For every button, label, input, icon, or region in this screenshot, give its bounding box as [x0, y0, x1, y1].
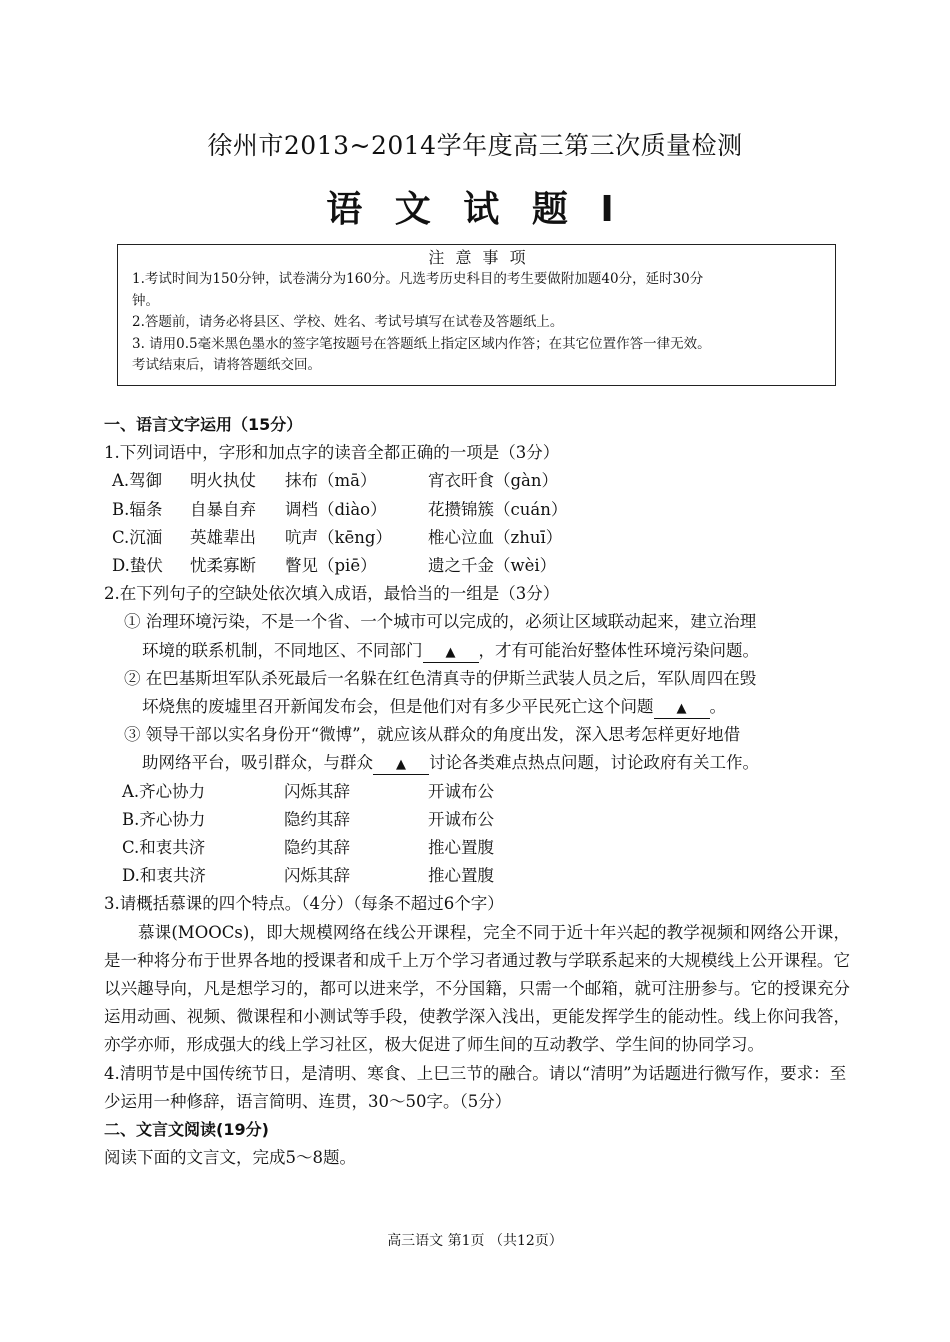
sentence-line — [104, 693, 850, 721]
page-title: 徐州市2013~2014学年度高三第三次质量检测 — [207, 131, 743, 160]
option-word: D.蛰伏 — [112, 556, 163, 576]
option-word: 忧柔寡断 — [190, 556, 256, 576]
notice-box — [117, 244, 836, 386]
choice-word: 隐约其辞 — [284, 838, 350, 858]
option-word: 吭声（kēng） — [285, 527, 392, 547]
answer-blank: ▲ — [373, 756, 429, 775]
notice-line: 2.答题前，请务必将县区、学校、姓名、考试号填写在试卷及答题纸上。 — [132, 314, 564, 330]
option-word: 抹布（mā） — [285, 471, 377, 491]
option-row — [104, 467, 850, 495]
sentence-text: 讨论各类难点热点问题，讨论政府有关工作。 — [429, 753, 759, 773]
choice-word: 闪烁其辞 — [284, 866, 350, 886]
exam-content — [104, 411, 850, 1172]
sentence-text: 坏烧焦的废墟里召开新闻发布会，但是他们对有多少平民死亡这个问题 — [142, 697, 654, 717]
option-row — [104, 524, 850, 552]
notice-line: 3. 请用0.5毫米黑色墨水的签字笔按题号在答题纸上指定区域内作答；在其它位置作答一律无效。 — [132, 335, 711, 352]
choice-word: C.和衷共济 — [122, 838, 206, 858]
choice-word: 开诚布公 — [428, 781, 494, 801]
question-stem: 4.清明节是中国传统节日，是清明、寒食、上巳三节的融合。请以“清明”为话题进行微写作，要求：至少运用一种修辞，语言简明、连贯，30～50字。（5分） — [104, 1063, 847, 1111]
option-word: 椎心泣血（zhuī） — [428, 527, 563, 547]
sentence-text: 环境的联系机制，不同地区、不同部门 — [142, 640, 423, 660]
notice-line: 考试结束后，请将答题纸交回。 — [132, 357, 321, 373]
page-footer: 高三语文 第1页 （共12页） — [387, 1233, 563, 1249]
choice-word: 闪烁其辞 — [284, 781, 350, 801]
notice-title: 注 意 事 项 — [428, 248, 529, 267]
option-word: 花攒锦簇（cuán） — [428, 499, 568, 519]
option-word: 英雄辈出 — [190, 527, 256, 547]
choice-word: 推心置腹 — [428, 866, 494, 886]
choice-row — [104, 834, 850, 862]
sentence-text: 。 — [709, 697, 726, 717]
choice-row — [104, 862, 850, 890]
option-word: B.辐条 — [112, 499, 163, 519]
option-word: 遗之千金（wèi） — [428, 556, 557, 576]
choice-word: 推心置腹 — [428, 838, 494, 858]
option-word: 宵衣旰食（gàn） — [428, 471, 559, 491]
option-word: 自暴自弃 — [190, 499, 256, 519]
choice-row — [104, 806, 850, 834]
answer-blank: ▲ — [423, 644, 479, 663]
choice-word: D.和衷共济 — [122, 866, 206, 886]
sentence-text: ，才有可能治好整体性环境污染问题。 — [478, 640, 759, 660]
notice-line: 1.考试时间为150分钟，试卷满分为160分。凡选考历史科目的考生要做附加题40分，延时30分 — [132, 271, 704, 287]
subject-title: 语 文 试 题 Ⅰ — [326, 189, 624, 230]
option-row — [104, 496, 850, 524]
option-word: C.沉湎 — [112, 527, 163, 547]
choice-word: B.齐心协力 — [122, 809, 206, 829]
reading-passage: 慕课(MOOCs)，即大规模网络在线公开课程，完全不同于近十年兴起的教学视频和网络公开课，是一种将分布于世界各地的授课者和成千上万个学习者通过教与学联系起来的大规模线上公开课程。它以兴趣导向，凡是想学习的，都可以进来学，不分国籍，只需一个邮箱，就可注册参与。它的授课充分运用动画、视频、微课程和小测试等手段，使教学深入浅出，更能发挥学生的能动性。线上你问我答，亦学亦师，形成强大的线上学习社区，极大促进了师生间的互动教学、学生间的协同学习。 — [104, 922, 850, 1055]
section-intro: 阅读下面的文言文，完成5～8题。 — [104, 1148, 356, 1168]
sentence-line — [104, 637, 850, 665]
question-stem: 2.在下列句子的空缺处依次填入成语，最恰当的一组是（3分） — [104, 584, 560, 604]
sentence-line — [104, 749, 850, 777]
option-word: 调档（diào） — [285, 499, 387, 519]
choice-word: 隐约其辞 — [284, 809, 350, 829]
question-stem: 1.下列词语中，字形和加点字的读音全都正确的一项是（3分） — [104, 443, 560, 463]
option-word: 明火执仗 — [190, 471, 256, 491]
choice-word: A.齐心协力 — [122, 781, 206, 801]
option-word: A.驾御 — [112, 471, 163, 491]
sentence-text: 助网络平台，吸引群众，与群众 — [142, 753, 373, 773]
choice-word: 开诚布公 — [428, 809, 494, 829]
answer-blank: ▲ — [654, 700, 710, 719]
notice-line: 钟。 — [132, 292, 159, 309]
section-heading: 二、文言文阅读(19分) — [104, 1120, 269, 1140]
sentence-line: ③ 领导干部以实名身份开“微博”，就应该从群众的角度出发，深入思考怎样更好地借 — [124, 725, 741, 745]
choice-row — [104, 778, 850, 806]
option-row — [104, 552, 850, 580]
option-word: 瞥见（piē） — [285, 556, 377, 576]
section-heading: 一、语言文字运用（15分） — [104, 415, 303, 434]
sentence-line: ① 治理环境污染，不是一个省、一个城市可以完成的，必须让区域联动起来，建立治理 — [124, 612, 757, 632]
sentence-line: ② 在巴基斯坦军队杀死最后一名躲在红色清真寺的伊斯兰武装人员之后，军队周四在毁 — [124, 668, 757, 688]
question-stem: 3.请概括慕课的四个特点。（4分）（每条不超过6个字） — [104, 894, 504, 914]
